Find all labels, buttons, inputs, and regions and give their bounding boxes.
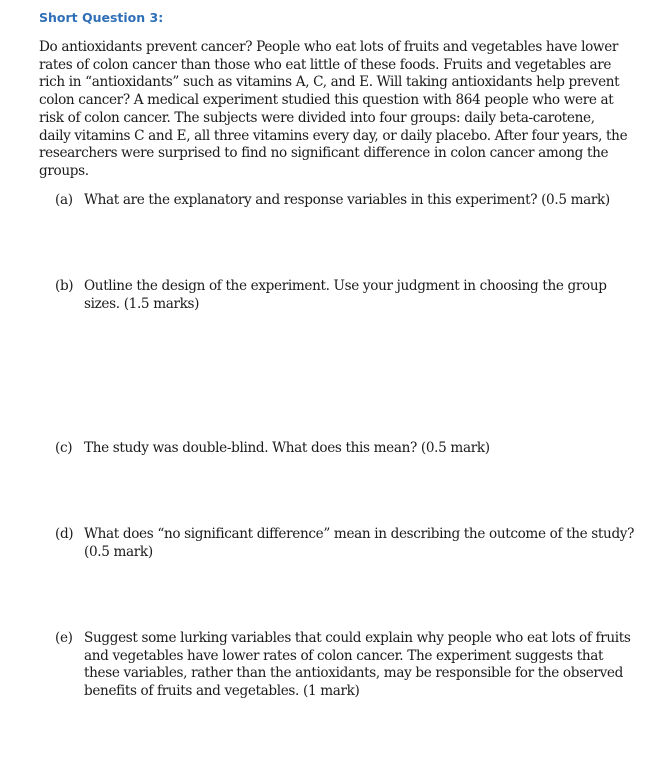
part-label: (a) (55, 192, 73, 208)
part-text: What are the explanatory and response variables in this experiment? (0.5 mark) (84, 192, 610, 208)
part-text: What does “no significant difference” mean in describing the outcome of the study? (0.5 mark) (84, 526, 635, 560)
part-d (55, 526, 635, 561)
part-a (55, 192, 635, 210)
question-intro: Do antioxidants prevent cancer? People who eat lots of fruits and vegetables have lower rates of colon cancer than those who eat little of these foods. Fruits and vegetables are rich in “antioxidants” such as vitamins A, C, and E. Will taking antioxidants help prevent colon cancer? A medical experiment studied this question with 864 people who were at risk of colon cancer. The subjects were divided into four groups: daily beta-carotene, daily vitamins C and E, all three vitamins every day, or daily placebo. After four years, the researchers were surprised to find no significant difference in colon cancer among the groups. (39, 39, 628, 179)
part-c (55, 440, 635, 458)
part-e (55, 630, 635, 701)
question-heading: Short Question 3: (39, 10, 164, 25)
part-label: (c) (55, 440, 73, 456)
part-text: The study was double-blind. What does this mean? (0.5 mark) (84, 440, 490, 456)
part-b (55, 278, 635, 313)
part-label: (d) (55, 526, 74, 542)
part-text: Suggest some lurking variables that could explain why people who eat lots of fruits and vegetables have lower rates of colon cancer. The experiment suggests that these variables, rather than the antioxidants, may be responsible for the observed benefits of fruits and vegetables. (1 mark) (84, 630, 631, 700)
part-label: (e) (55, 630, 73, 646)
part-text: Outline the design of the experiment. Use your judgment in choosing the group sizes. (1.5 marks) (84, 278, 607, 312)
part-label: (b) (55, 278, 74, 294)
